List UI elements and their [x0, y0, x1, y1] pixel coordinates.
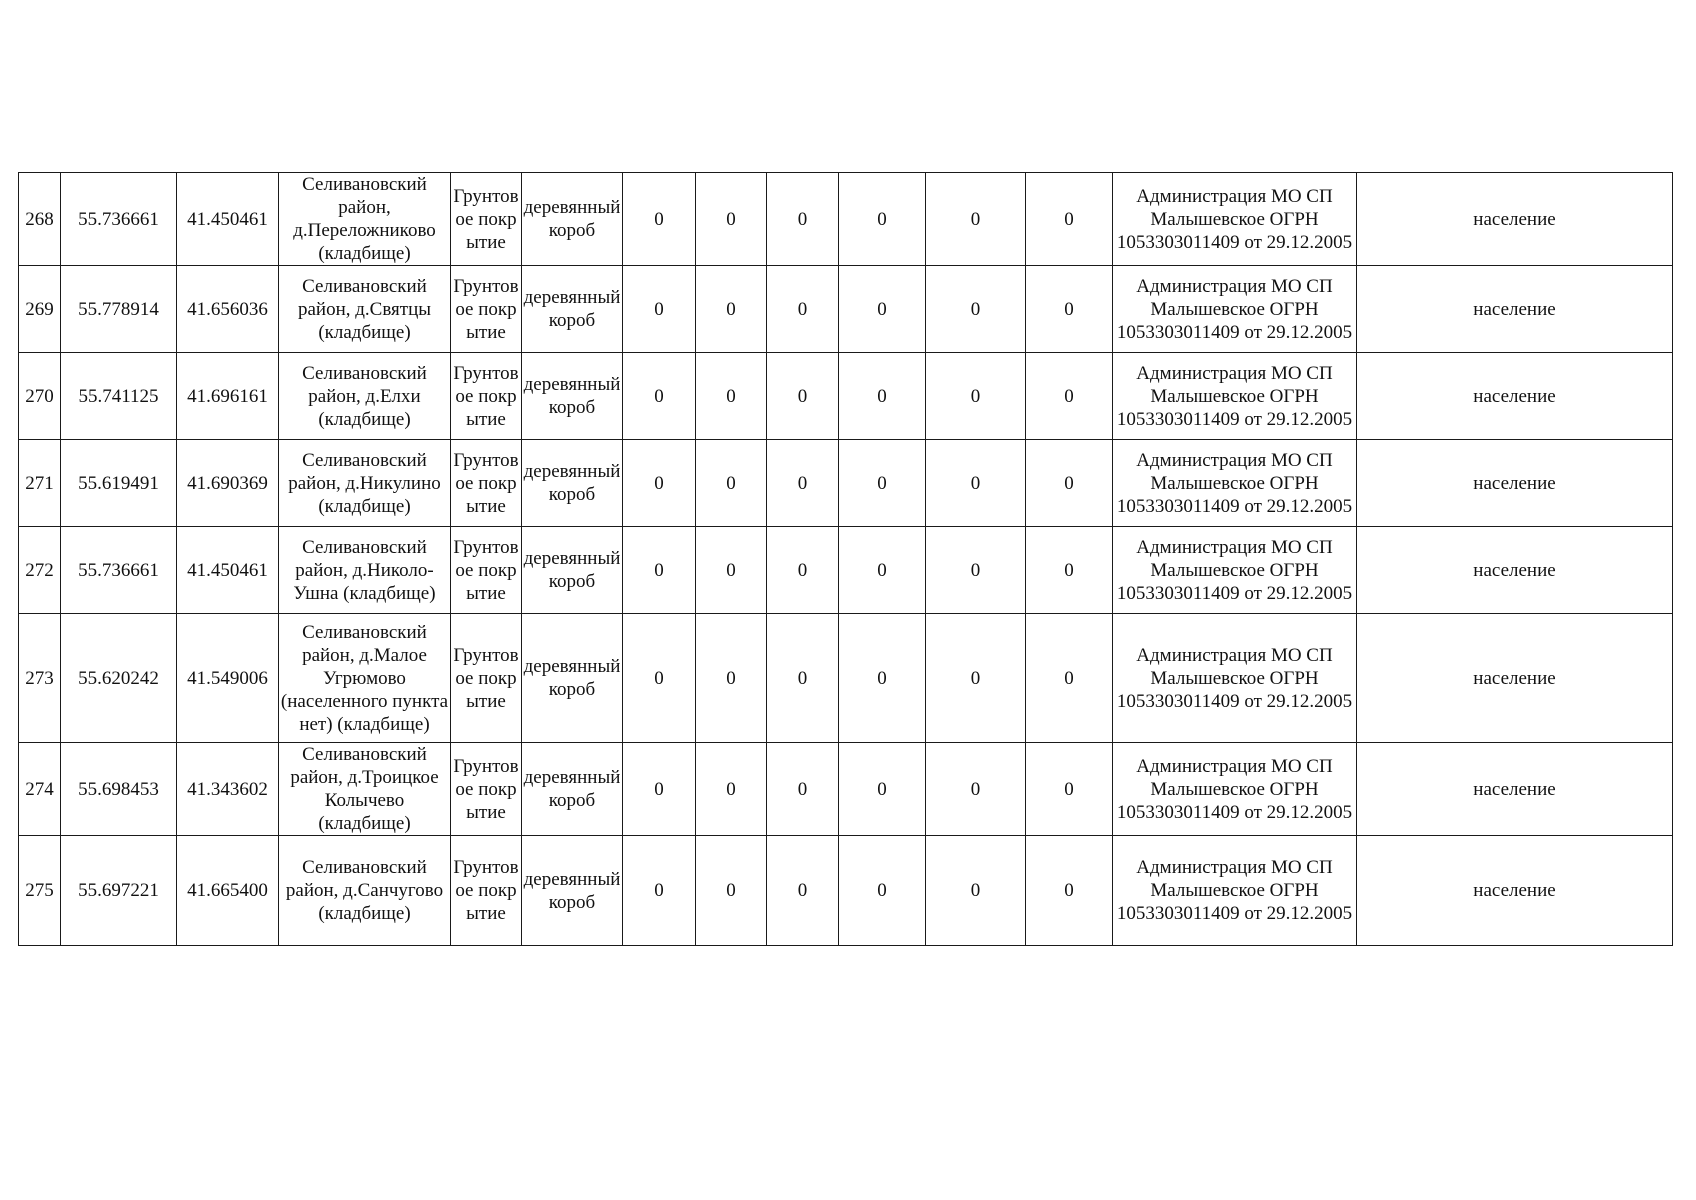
source-cell: население [1357, 614, 1673, 743]
row-number: 268 [19, 173, 61, 266]
owner-cell: Администрация МО СП Малышевское ОГРН 1053303011409 от 29.12.2005 [1113, 440, 1357, 527]
value-cell: 0 [696, 173, 767, 266]
owner-cell: Администрация МО СП Малышевское ОГРН 1053303011409 от 29.12.2005 [1113, 173, 1357, 266]
value-cell: 0 [926, 266, 1026, 353]
value-cell: 0 [767, 353, 839, 440]
value-cell: 0 [1026, 836, 1113, 946]
location-cell: Селивановский район, д.Санчугово (кладбище) [279, 836, 451, 946]
value-cell: 0 [623, 353, 696, 440]
row-number: 273 [19, 614, 61, 743]
value-cell: 0 [696, 527, 767, 614]
row-number: 271 [19, 440, 61, 527]
owner-cell: Администрация МО СП Малышевское ОГРН 1053303011409 от 29.12.2005 [1113, 836, 1357, 946]
latitude-cell: 55.697221 [61, 836, 177, 946]
value-cell: 0 [767, 836, 839, 946]
value-cell: 0 [696, 440, 767, 527]
value-cell: 0 [1026, 527, 1113, 614]
row-number: 269 [19, 266, 61, 353]
row-number: 274 [19, 743, 61, 836]
table-row [19, 353, 1673, 440]
source-cell: население [1357, 743, 1673, 836]
latitude-cell: 55.619491 [61, 440, 177, 527]
value-cell: 0 [696, 836, 767, 946]
longitude-cell: 41.690369 [177, 440, 279, 527]
value-cell: 0 [623, 836, 696, 946]
value-cell: 0 [839, 353, 926, 440]
value-cell: 0 [696, 353, 767, 440]
latitude-cell: 55.698453 [61, 743, 177, 836]
value-cell: 0 [767, 527, 839, 614]
value-cell: 0 [926, 614, 1026, 743]
surface-cell: Грунтовое покрытие [451, 440, 522, 527]
location-cell: Селивановский район, д.Малое Угрюмово (населенного пункта нет) (кладбище) [279, 614, 451, 743]
latitude-cell: 55.736661 [61, 527, 177, 614]
source-cell: население [1357, 527, 1673, 614]
value-cell: 0 [839, 440, 926, 527]
longitude-cell: 41.656036 [177, 266, 279, 353]
value-cell: 0 [767, 743, 839, 836]
location-cell: Селивановский район, д.Переложниково (кладбище) [279, 173, 451, 266]
source-cell: население [1357, 266, 1673, 353]
value-cell: 0 [839, 527, 926, 614]
container-cell: деревянный короб [522, 266, 623, 353]
table-row [19, 743, 1673, 836]
value-cell: 0 [696, 614, 767, 743]
source-cell: население [1357, 353, 1673, 440]
value-cell: 0 [926, 173, 1026, 266]
source-cell: население [1357, 836, 1673, 946]
value-cell: 0 [1026, 743, 1113, 836]
surface-cell: Грунтовое покрытие [451, 266, 522, 353]
container-cell: деревянный короб [522, 614, 623, 743]
table-row [19, 266, 1673, 353]
value-cell: 0 [926, 440, 1026, 527]
surface-cell: Грунтовое покрытие [451, 743, 522, 836]
surface-cell: Грунтовое покрытие [451, 173, 522, 266]
value-cell: 0 [1026, 266, 1113, 353]
latitude-cell: 55.620242 [61, 614, 177, 743]
value-cell: 0 [767, 614, 839, 743]
row-number: 275 [19, 836, 61, 946]
row-number: 272 [19, 527, 61, 614]
longitude-cell: 41.549006 [177, 614, 279, 743]
row-number: 270 [19, 353, 61, 440]
longitude-cell: 41.450461 [177, 173, 279, 266]
latitude-cell: 55.736661 [61, 173, 177, 266]
value-cell: 0 [623, 527, 696, 614]
owner-cell: Администрация МО СП Малышевское ОГРН 1053303011409 от 29.12.2005 [1113, 266, 1357, 353]
table-row [19, 173, 1673, 266]
longitude-cell: 41.665400 [177, 836, 279, 946]
value-cell: 0 [1026, 440, 1113, 527]
table-row [19, 527, 1673, 614]
owner-cell: Администрация МО СП Малышевское ОГРН 1053303011409 от 29.12.2005 [1113, 353, 1357, 440]
value-cell: 0 [839, 836, 926, 946]
container-cell: деревянный короб [522, 440, 623, 527]
longitude-cell: 41.343602 [177, 743, 279, 836]
value-cell: 0 [696, 743, 767, 836]
source-cell: население [1357, 173, 1673, 266]
container-cell: деревянный короб [522, 353, 623, 440]
owner-cell: Администрация МО СП Малышевское ОГРН 1053303011409 от 29.12.2005 [1113, 743, 1357, 836]
surface-cell: Грунтовое покрытие [451, 836, 522, 946]
surface-cell: Грунтовое покрытие [451, 353, 522, 440]
value-cell: 0 [926, 836, 1026, 946]
container-cell: деревянный короб [522, 527, 623, 614]
owner-cell: Администрация МО СП Малышевское ОГРН 1053303011409 от 29.12.2005 [1113, 527, 1357, 614]
table-row [19, 440, 1673, 527]
location-cell: Селивановский район, д.Троицкое Колычево (кладбище) [279, 743, 451, 836]
location-cell: Селивановский район, д.Никулино (кладбище) [279, 440, 451, 527]
value-cell: 0 [623, 743, 696, 836]
value-cell: 0 [839, 173, 926, 266]
value-cell: 0 [767, 440, 839, 527]
surface-cell: Грунтовое покрытие [451, 614, 522, 743]
value-cell: 0 [623, 440, 696, 527]
container-cell: деревянный короб [522, 743, 623, 836]
value-cell: 0 [696, 266, 767, 353]
table-row [19, 614, 1673, 743]
owner-cell: Администрация МО СП Малышевское ОГРН 1053303011409 от 29.12.2005 [1113, 614, 1357, 743]
value-cell: 0 [1026, 614, 1113, 743]
location-cell: Селивановский район, д.Елхи (кладбище) [279, 353, 451, 440]
longitude-cell: 41.696161 [177, 353, 279, 440]
value-cell: 0 [926, 527, 1026, 614]
registry-table [18, 172, 1673, 946]
value-cell: 0 [623, 173, 696, 266]
value-cell: 0 [926, 353, 1026, 440]
value-cell: 0 [926, 743, 1026, 836]
longitude-cell: 41.450461 [177, 527, 279, 614]
value-cell: 0 [1026, 353, 1113, 440]
container-cell: деревянный короб [522, 836, 623, 946]
surface-cell: Грунтовое покрытие [451, 527, 522, 614]
location-cell: Селивановский район, д.Святцы (кладбище) [279, 266, 451, 353]
value-cell: 0 [623, 614, 696, 743]
value-cell: 0 [767, 173, 839, 266]
location-cell: Селивановский район, д.Николо-Ушна (кладбище) [279, 527, 451, 614]
container-cell: деревянный короб [522, 173, 623, 266]
value-cell: 0 [623, 266, 696, 353]
value-cell: 0 [1026, 173, 1113, 266]
value-cell: 0 [767, 266, 839, 353]
value-cell: 0 [839, 743, 926, 836]
source-cell: население [1357, 440, 1673, 527]
value-cell: 0 [839, 614, 926, 743]
latitude-cell: 55.741125 [61, 353, 177, 440]
table-row [19, 836, 1673, 946]
value-cell: 0 [839, 266, 926, 353]
latitude-cell: 55.778914 [61, 266, 177, 353]
